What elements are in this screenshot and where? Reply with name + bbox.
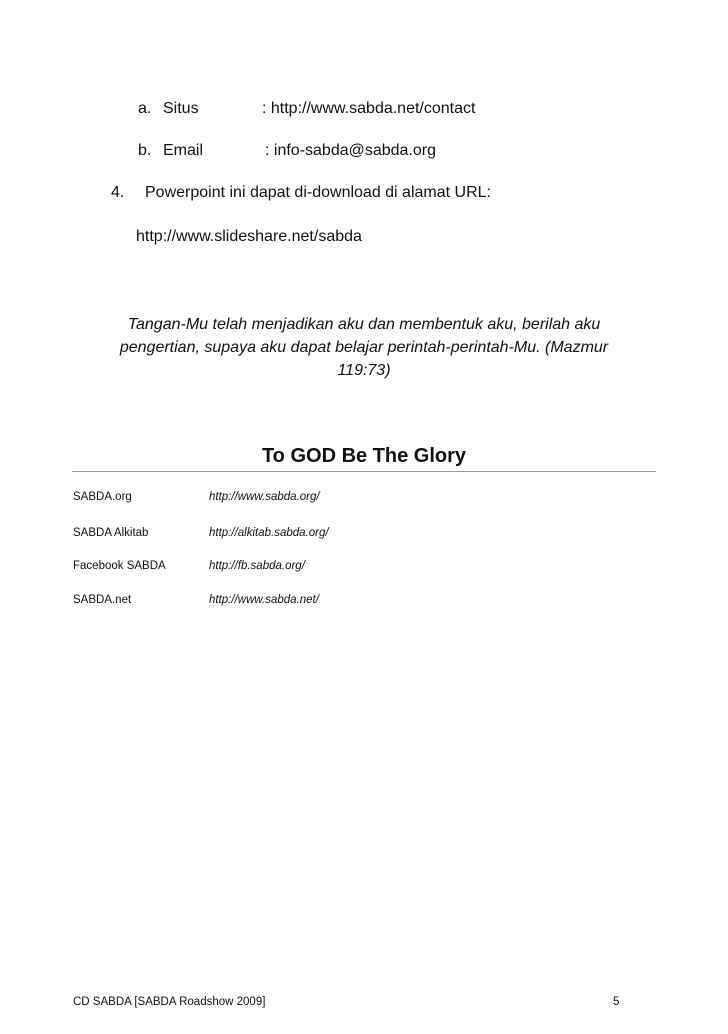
glory-heading: To GOD Be The Glory xyxy=(261,445,467,467)
powerpoint-download-text: Powerpoint ini dapat di-download di alamat URL: xyxy=(145,184,491,201)
verse-line-2: pengertian, supaya aku dapat belajar perintah-perintah-Mu. (Mazmur xyxy=(119,339,609,356)
contact-email-value[interactable]: : info-sabda@sabda.org xyxy=(265,142,437,159)
link-label-facebook-sabda: Facebook SABDA xyxy=(73,560,166,572)
verse-line-1: Tangan-Mu telah menjadikan aku dan membentuk aku, berilah aku xyxy=(127,316,601,333)
contact-email-label: Email xyxy=(163,142,204,159)
contact-situs-label: Situs xyxy=(163,100,199,117)
slideshare-url[interactable]: http://www.slideshare.net/sabda xyxy=(136,228,362,245)
link-url-sabda-alkitab[interactable]: http://alkitab.sabda.org/ xyxy=(209,527,329,539)
link-url-sabda-net[interactable]: http://www.sabda.net/ xyxy=(209,594,319,606)
footer-title: CD SABDA [SABDA Roadshow 2009] xyxy=(73,996,266,1008)
link-url-sabda-org[interactable]: http://www.sabda.org/ xyxy=(209,491,320,503)
link-label-sabda-org: SABDA.org xyxy=(73,491,132,503)
list-number-4: 4. xyxy=(111,184,125,201)
verse-line-3: 119:73) xyxy=(337,362,391,379)
link-url-facebook-sabda[interactable]: http://fb.sabda.org/ xyxy=(209,560,305,572)
link-label-sabda-alkitab: SABDA Alkitab xyxy=(73,527,149,539)
page-number: 5 xyxy=(613,996,620,1008)
divider-line xyxy=(72,471,656,472)
link-label-sabda-net: SABDA.net xyxy=(73,594,132,606)
bible-verse xyxy=(72,313,656,382)
contact-situs-value[interactable]: : http://www.sabda.net/contact xyxy=(262,100,476,117)
contact-email-marker: b. xyxy=(138,142,152,159)
contact-situs-marker: a. xyxy=(138,100,152,117)
